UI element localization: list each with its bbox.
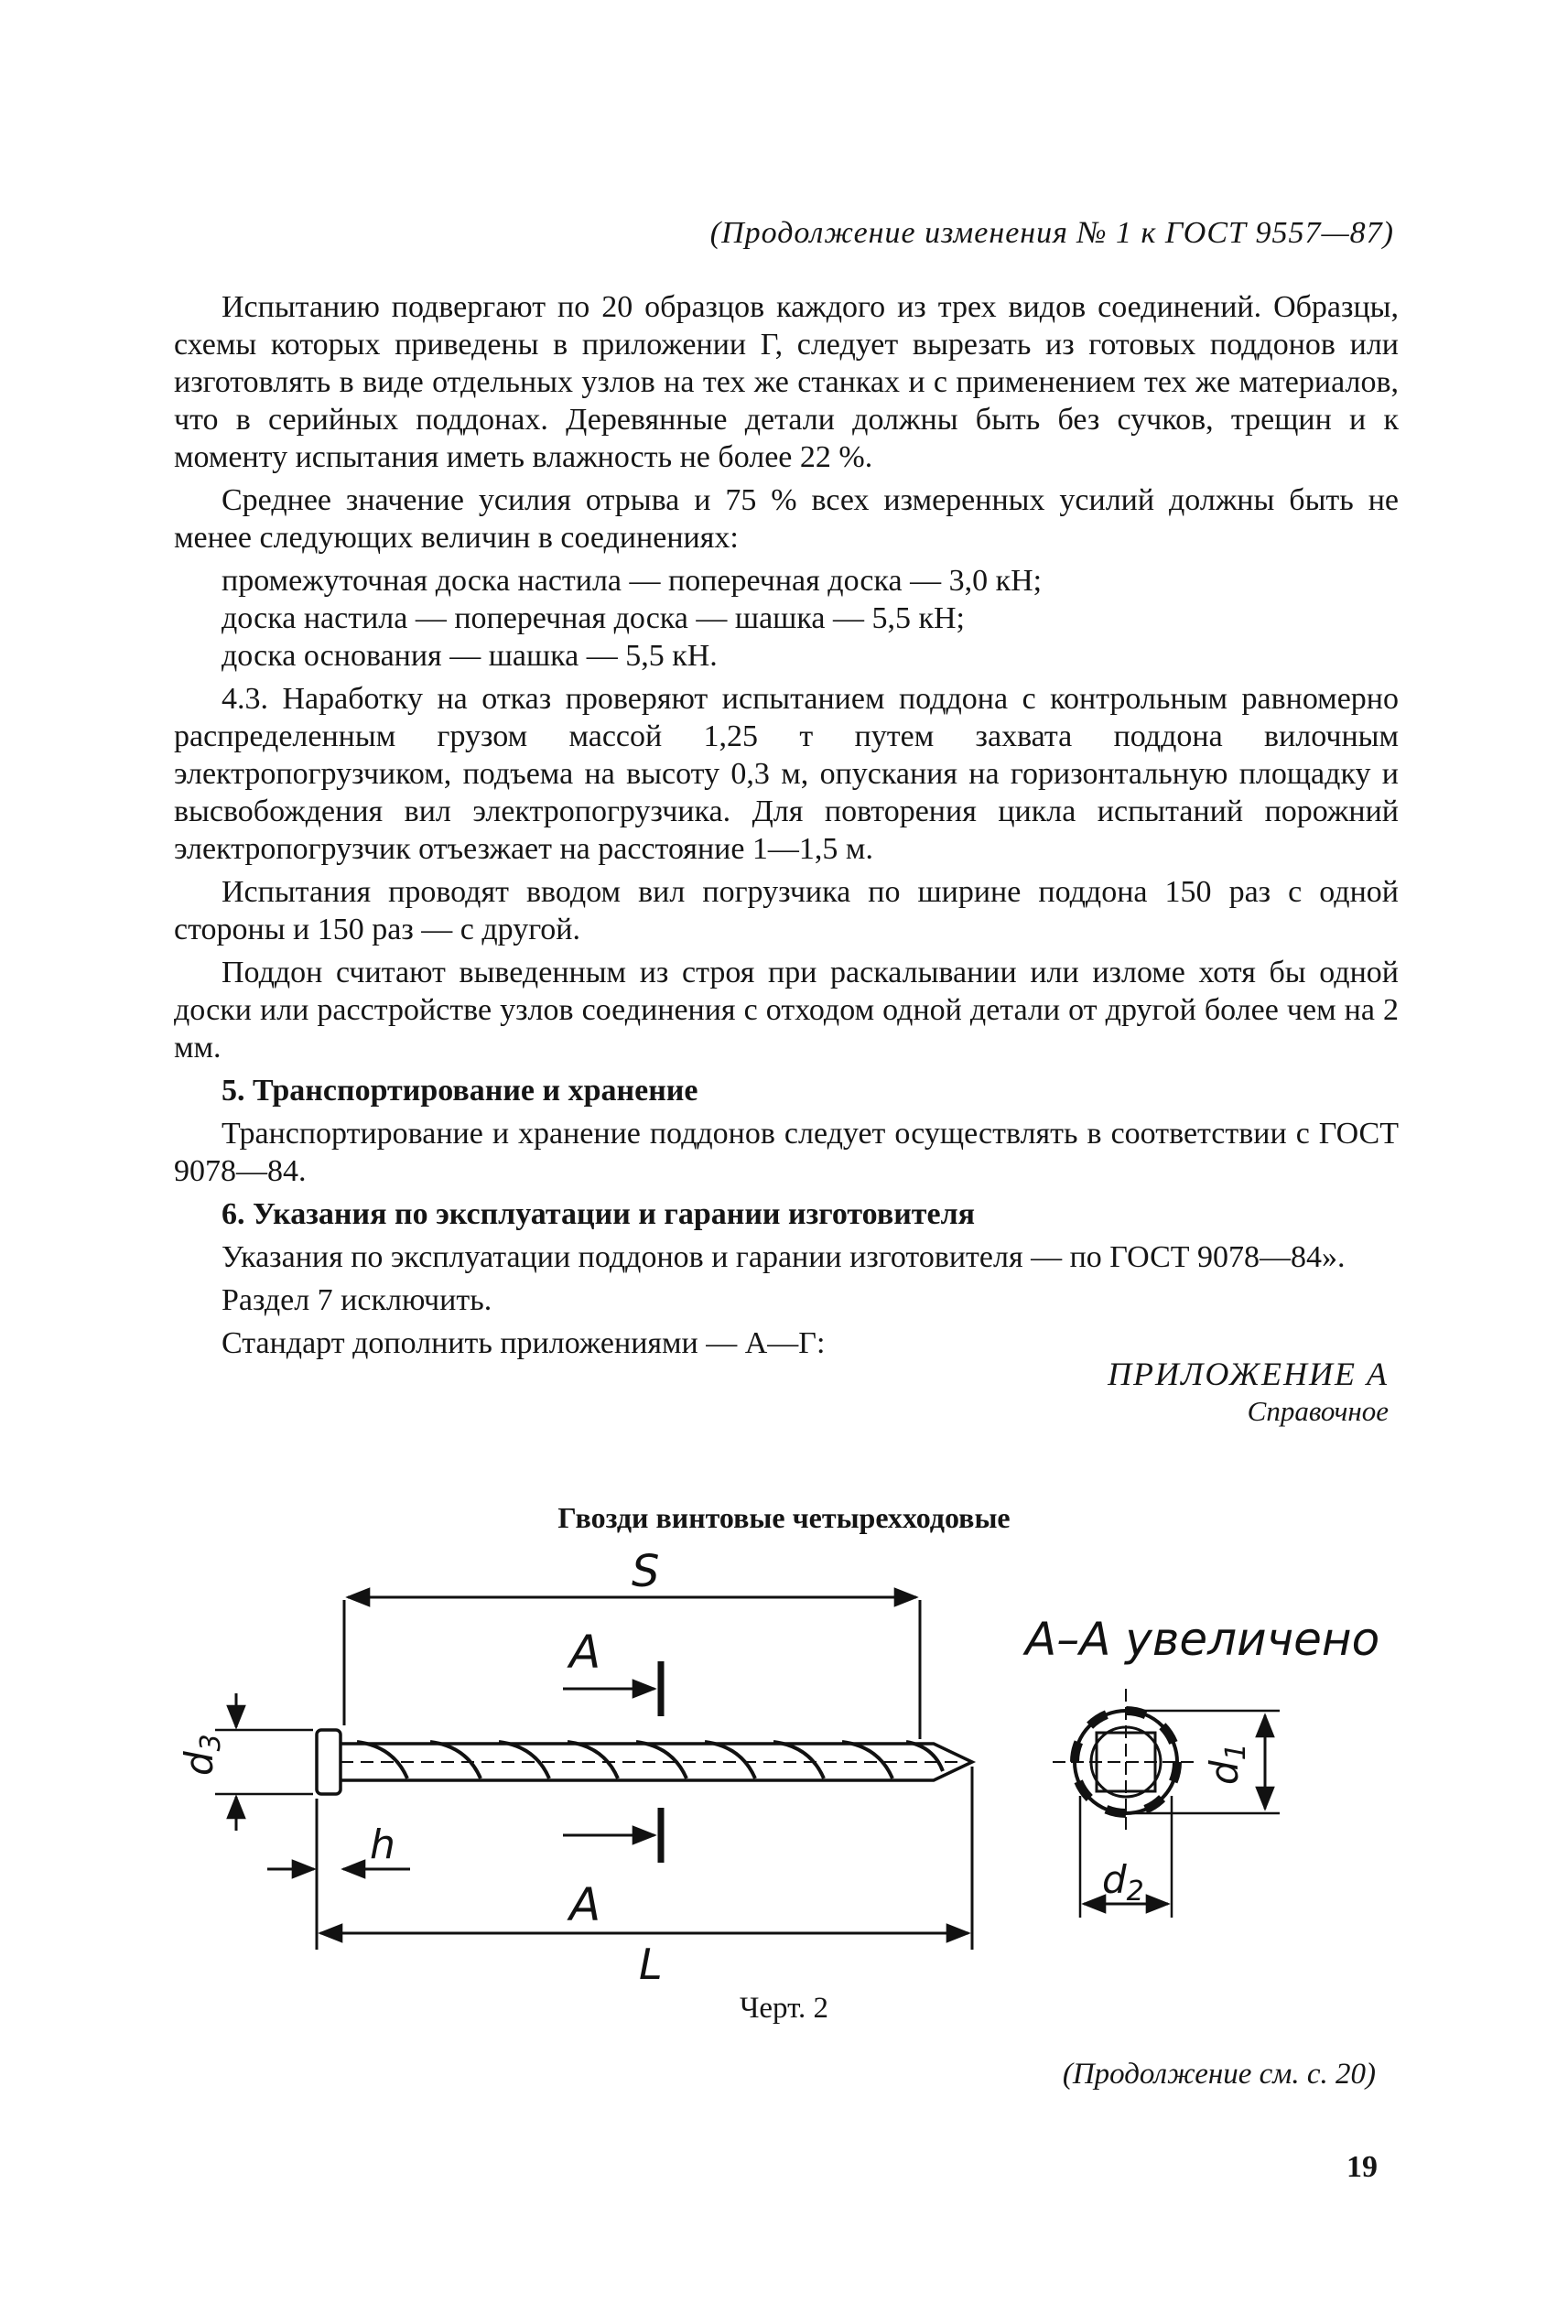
paragraph-section-7: Раздел 7 исключить. <box>222 1283 492 1317</box>
continuation-note: (Продолжение см. с. 20) <box>1062 2058 1376 2091</box>
label-h: h <box>370 1821 395 1868</box>
page-number: 19 <box>1346 2150 1378 2184</box>
figure-caption: Черт. 2 <box>739 1992 829 2025</box>
label-d1: d1 <box>1202 1743 1252 1785</box>
label-l: L <box>639 1940 663 1989</box>
label-d3: d3 <box>177 1734 227 1776</box>
list-item-force-1: промежуточная доска настила — поперечная доска — 3,0 кН; <box>222 564 1043 598</box>
nail-head <box>317 1730 341 1794</box>
figure-title: Гвозди винтовые четырехходовые <box>557 1501 1011 1534</box>
section-view <box>1053 1689 1280 1918</box>
page-header: (Продолжение изменения № 1 к ГОСТ 9557—87) <box>709 216 1394 250</box>
paragraph-testing-samples: Испытанию подвергают по 20 образцов каждого из трех видов соединений. Образцы, схемы которых приведены в приложении Г, следует вырезать из готовых поддонов или изготовлять в виде отдельных узлов на тех же станках и с применением тех же материалов, что в серийных поддонах. Деревянные детали должны быть без сучков, трещин и к моменту испытания иметь влажность не более 22 %. <box>174 290 1399 474</box>
paragraph-4-3: 4.3. Наработку на отказ проверяют испытанием поддона с контрольным равномерно распределенным грузом массой 1,25 т путем захвата поддона вилочным электропогрузчиком, подъема на высоту 0,3 м, опускания на горизонтальную площадку и высвобождения вил электропогрузчика. Для повторения цикла испытаний порожний электропогрузчик отъезжает на расстояние 1—1,5 м. <box>174 682 1399 866</box>
label-s: S <box>632 1546 660 1597</box>
label-section-a-bottom: А <box>569 1878 601 1931</box>
label-section-a-top: А <box>569 1626 601 1679</box>
appendix-subtitle: Справочное <box>1247 1395 1389 1427</box>
heading-section-5: 5. Транспортирование и хранение <box>222 1074 698 1108</box>
paragraph-transport: Транспортирование и хранение поддонов следует осуществлять в соответствии с ГОСТ 9078—84. <box>174 1117 1399 1188</box>
paragraph-average-force: Среднее значение усилия отрыва и 75 % всех измеренных усилий должны быть не менее следующих величин в соединениях: <box>174 483 1399 555</box>
label-section-aa: А–А увеличено <box>1025 1613 1380 1666</box>
list-item-force-2: доска настила — поперечная доска — шашка — 5,5 кН; <box>222 601 965 635</box>
heading-section-6: 6. Указания по эксплуатации и гарании изготовителя <box>222 1197 976 1231</box>
appendix-title: ПРИЛОЖЕНИЕ А <box>1108 1356 1389 1392</box>
label-d2: d2 <box>1102 1857 1144 1908</box>
paragraph-fork-test: Испытания проводят вводом вил погрузчика по ширине поддона 150 раз с одной стороны и 150 раз — с другой. <box>174 875 1399 946</box>
paragraph-failure-criteria: Поддон считают выведенным из строя при раскалывании или изломе хотя бы одной доски или расстройстве узлов соединения с отходом одной детали от другой более чем на 2 мм. <box>174 956 1399 1065</box>
paragraph-operation: Указания по эксплуатации поддонов и гарании изготовителя — по ГОСТ 9078—84». <box>222 1240 1346 1274</box>
paragraph-appendices: Стандарт дополнить приложениями — А—Г: <box>222 1326 826 1360</box>
list-item-force-3: доска основания — шашка — 5,5 кН. <box>222 639 718 673</box>
nail-threads <box>357 1742 943 1778</box>
